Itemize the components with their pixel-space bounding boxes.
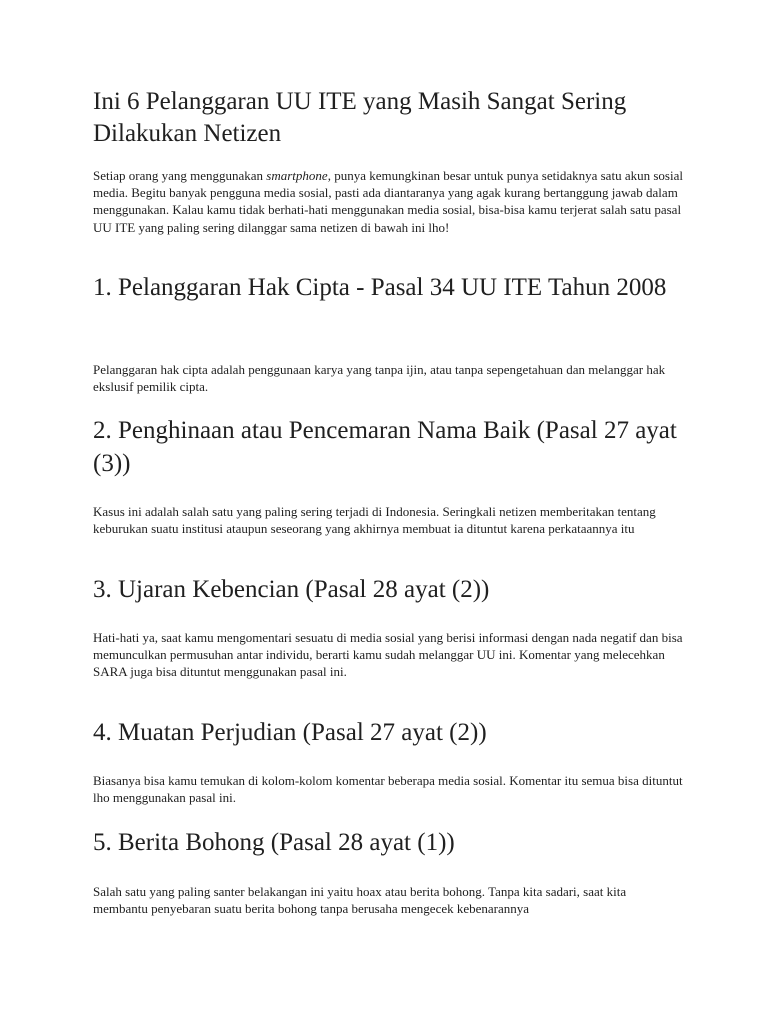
section-5-body: Salah satu yang paling santer belakangan ini yaitu hoax atau berita bohong. Tanpa kita sadari, saat kita membantu penyebaran suatu berita bohong tanpa berusaha mengecek kebenarannya [93,884,627,917]
section-2-body: Kasus ini adalah salah satu yang paling sering terjadi di Indonesia. Seringkali netizen memberitakan tentang keburukan suatu institusi ataupun seseorang yang akhirnya membuat ia dituntut karena perkataannya itu [93,504,656,537]
section-3-heading: 3. Ujaran Kebencian (Pasal 28 ayat (2)) [93,576,490,603]
section-2-heading: 2. Penghinaan atau Pencemaran Nama Baik (Pasal 27 ayat (3)) [93,417,677,477]
intro-text-before: Setiap orang yang menggunakan [93,168,267,183]
section-4-body: Biasanya bisa kamu temukan di kolom-kolom komentar beberapa media sosial. Komentar itu semua bisa dituntut lho menggunakan pasal ini. [93,773,683,806]
section-4-heading: 4. Muatan Perjudian (Pasal 27 ayat (2)) [93,719,487,746]
intro-text-emphasis: smartphone [266,168,328,183]
section-3-body: Hati-hati ya, saat kamu mengomentari sesuatu di media sosial yang berisi informasi dengan nada negatif dan bisa memunculkan permusuhan antar individu, berarti kamu sudah melanggar UU ini. Komentar yang melecehkan SARA juga bisa dituntut menggunakan pasal ini. [93,630,683,680]
section-1-heading: 1. Pelanggaran Hak Cipta - Pasal 34 UU ITE Tahun 2008 [93,274,667,301]
document-title: Ini 6 Pelanggaran UU ITE yang Masih Sangat Sering Dilakukan Netizen [93,88,627,147]
intro-paragraph [93,167,683,236]
section-1-body: Pelanggaran hak cipta adalah penggunaan karya yang tanpa ijin, atau tanpa sepengetahuan dan melanggar hak ekslusif pemilik cipta. [93,362,666,395]
section-5-heading: 5. Berita Bohong (Pasal 28 ayat (1)) [93,829,455,856]
intro-text-after: , punya kemungkinan besar untuk punya setidaknya satu akun sosial media. Begitu banyak pengguna media sosial, pasti ada diantaranya yang agak kurang bertanggung jawab dalam menggunakan. Kalau kamu tidak berhati-hati menggunakan media sosial, bisa-bisa kamu terjerat salah satu pasal UU ITE yang paling sering dilanggar sama netizen di bawah ini lho! [93,168,683,235]
